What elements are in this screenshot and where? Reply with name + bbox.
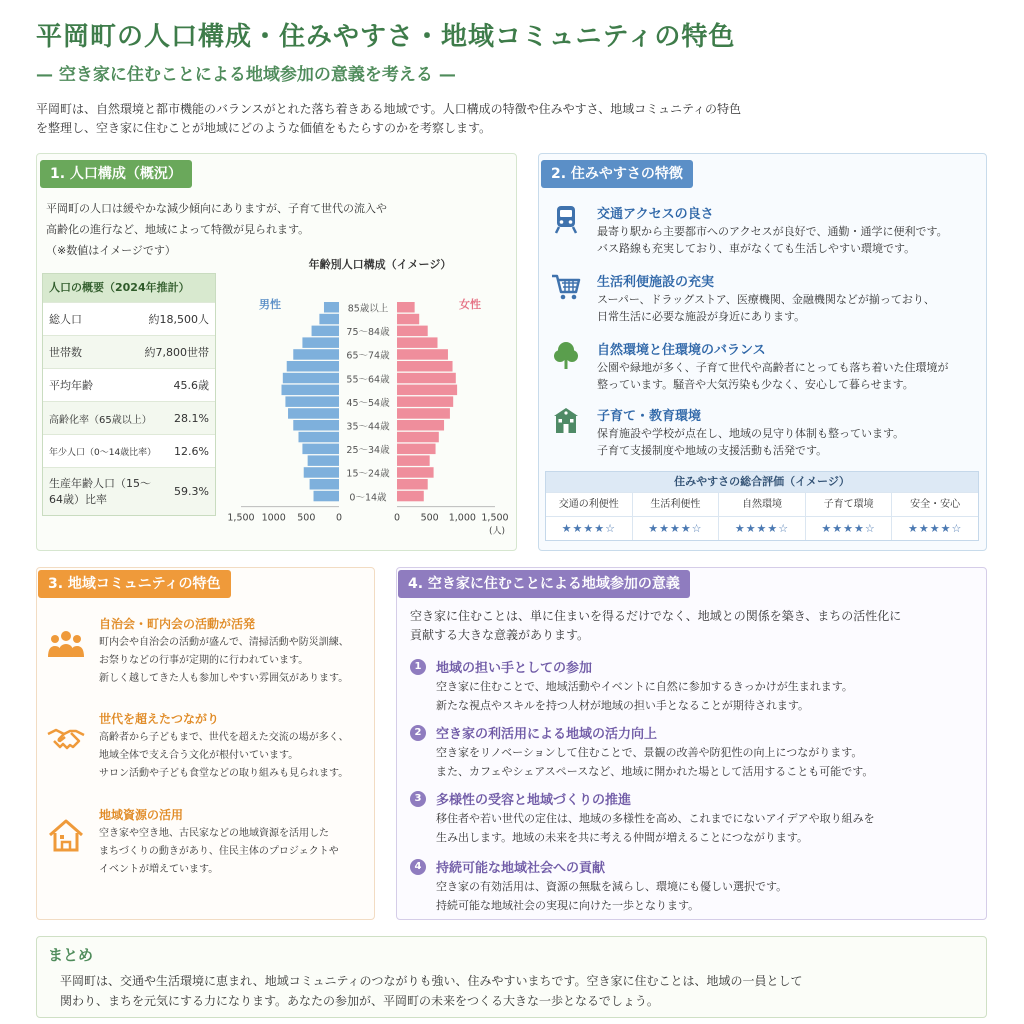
- male-bar: [319, 314, 339, 325]
- x-tick-label: 0: [335, 512, 343, 524]
- population-summary-table: [42, 273, 216, 516]
- community-title: 自治会・町内会の活動が活発: [99, 617, 256, 631]
- rating-category: 自然環境: [718, 492, 805, 516]
- male-bar: [293, 420, 339, 431]
- rating-stars-row: [546, 516, 978, 540]
- row-value: 59.3%: [174, 484, 209, 498]
- significance-item: [410, 657, 970, 719]
- male-bar: [288, 408, 339, 419]
- female-bar: [397, 337, 438, 348]
- legend-female: 女性: [459, 298, 481, 311]
- livability-title: 交通アクセスの良さ: [597, 207, 714, 222]
- livability-title: 生活利便施設の充実: [597, 275, 715, 290]
- description-line: 空き家に住むことで、地域活動やイベントに自然に参加するきっかけが生まれます。: [436, 680, 853, 693]
- male-bar: [312, 326, 339, 337]
- livability-description: [597, 359, 977, 393]
- chart-title: 年齢別人口構成（イメージ）: [308, 258, 452, 271]
- description-line: 新しく越してきた人も参加しやすい雰囲気があります。: [99, 673, 349, 684]
- star-rating: ★★★★☆: [891, 516, 978, 540]
- star-rating: ★★★★☆: [632, 516, 719, 540]
- section-heading-community: 3. 地域コミュニティの特色: [38, 570, 231, 598]
- age-group-label: 15〜24歳: [346, 468, 390, 480]
- description-line: 整っています。騒音や大気汚染も少なく、安心して暮らせます。: [597, 378, 914, 391]
- description-line: イベントが増えています。: [99, 864, 219, 875]
- female-bar: [397, 408, 450, 419]
- livability-description: [597, 223, 977, 257]
- female-bar: [397, 455, 430, 466]
- table-row: [43, 434, 215, 467]
- rating-category: 交通の利便性: [546, 492, 632, 516]
- female-bar: [397, 479, 428, 490]
- table-row: [43, 401, 215, 434]
- description-line: 子育て支援制度や地域の支援活動も活発です。: [597, 444, 828, 457]
- table-row: [43, 368, 215, 401]
- item-number-badge: 2: [410, 725, 426, 741]
- section-heading-significance: 4. 空き家に住むことによる地域参加の意義: [398, 570, 690, 598]
- school-icon: [550, 405, 582, 437]
- age-group-label: 75〜84歳: [346, 327, 390, 339]
- intro-line: 貢献する大きな意義があります。: [410, 628, 590, 642]
- table-row: [43, 467, 215, 515]
- description-line: 移住者や若い世代の定住は、地域の多様性を高め、これまでにないアイデアや取り組みを: [436, 812, 875, 825]
- female-bar: [397, 396, 453, 407]
- description-line: 高齢者から子どもまで、世代を超えた交流の場が多く、: [99, 732, 349, 743]
- x-tick-label: 500: [420, 512, 439, 524]
- x-tick-label: 0: [393, 512, 401, 524]
- male-bar: [283, 373, 339, 384]
- row-value: 約7,800世帯: [144, 346, 209, 359]
- row-value: 12.6%: [174, 444, 209, 458]
- livability-title: 子育て・教育環境: [597, 409, 702, 424]
- unit-label: (人): [488, 526, 506, 537]
- rating-title: 住みやすさの総合評価（イメージ）: [546, 472, 978, 492]
- significance-description: [436, 809, 966, 847]
- tree-icon: [550, 339, 582, 371]
- age-group-label: 85歳以上: [347, 303, 389, 315]
- description-line: 高齢化の進行など、地域によって特徴が見られます。: [46, 223, 310, 236]
- age-group-label: 65〜74歳: [346, 350, 390, 362]
- intro-line: を整理し、空き家に住むことが地域にどのような価値をもたらすのかを考察します。: [36, 121, 492, 135]
- significance-description: [436, 877, 966, 915]
- female-bar: [397, 467, 434, 478]
- row-value: 45.6歳: [173, 379, 209, 392]
- age-group-label: 45〜54歳: [346, 397, 390, 409]
- livability-item: [550, 339, 980, 399]
- significance-title: 持続可能な地域社会への貢献: [436, 861, 606, 876]
- description-line: 日常生活に必要な施設が身近にあります。: [597, 310, 806, 323]
- row-value: 28.1%: [174, 411, 209, 425]
- significance-title: 地域の担い手としての参加: [436, 661, 593, 676]
- rating-category-row: [546, 492, 978, 516]
- community-title: 世代を超えたつながり: [99, 712, 220, 726]
- significance-title: 空き家の利活用による地域の活力向上: [436, 727, 658, 742]
- significance-description: [436, 677, 966, 715]
- livability-item: [550, 203, 980, 263]
- male-bar: [304, 467, 339, 478]
- community-item: [44, 710, 369, 790]
- livability-rating-table: [545, 471, 979, 541]
- intro-line: 平岡町は、自然環境と都市機能のバランスがとれた落ち着きある地域です。人口構成の特徴や住みやすさ、地域コミュニティの特色: [36, 102, 742, 116]
- row-label: 年少人口（0〜14歳比率）: [49, 447, 157, 458]
- description-line: まちづくりの動きがあり、住民主体のプロジェクトや: [99, 846, 339, 857]
- star-rating: ★★★★☆: [805, 516, 892, 540]
- rating-category: 安全・安心: [891, 492, 978, 516]
- female-bar: [397, 385, 457, 396]
- community-title: 地域資源の活用: [99, 808, 184, 822]
- rating-category: 子育て環境: [805, 492, 892, 516]
- summary-line: 平岡町は、交通や生活環境に恵まれ、地域コミュニティのつながりも強い、住みやすいまちです。空き家に住むことは、地域の一員として: [60, 974, 803, 988]
- handshake-icon: [46, 720, 86, 760]
- item-number-badge: 3: [410, 791, 426, 807]
- population-description: [46, 198, 446, 261]
- description-line: 生み出します。地域の未来を共に考える仲間が増えることにつながります。: [436, 831, 809, 844]
- age-group-label: 25〜34歳: [346, 445, 390, 457]
- description-line: サロン活動や子ども食堂などの取り組みも見られます。: [99, 768, 349, 779]
- star-rating: ★★★★☆: [718, 516, 805, 540]
- summary-text: [60, 971, 960, 1011]
- female-bar: [397, 302, 415, 313]
- description-line: 空き家や空き地、古民家などの地域資源を活用した: [99, 828, 329, 839]
- description-line: 持続可能な地域社会の実現に向けた一歩となります。: [436, 899, 700, 912]
- section-heading-population: 1. 人口構成（概況）: [40, 160, 192, 188]
- train-icon: [550, 203, 582, 235]
- row-label: 生産年齢人口（15〜64歳）比率: [49, 476, 151, 506]
- description-line: 空き家の有効活用は、資源の無駄を減らし、環境にも優しい選択です。: [436, 880, 788, 893]
- description-line: 最寄り駅から主要都市へのアクセスが良好で、通勤・通学に便利です。: [597, 225, 948, 238]
- description-line: バス路線も充実しており、車がなくても生活しやすい環境です。: [597, 242, 916, 255]
- house-icon: [46, 816, 86, 856]
- item-number-badge: 1: [410, 659, 426, 675]
- x-tick-label: 1,500: [227, 512, 255, 524]
- page-subtitle: — 空き家に住むことによる地域参加の意義を考える —: [36, 65, 456, 85]
- people-group-icon: [46, 625, 86, 665]
- row-label: 平均年齢: [49, 379, 93, 392]
- rating-category: 生活利便性: [632, 492, 719, 516]
- livability-description: [597, 425, 977, 459]
- description-line: スーパー、ドラッグストア、医療機関、金融機関などが揃っており、: [597, 293, 935, 306]
- female-bar: [397, 361, 453, 372]
- item-number-badge: 4: [410, 859, 426, 875]
- female-bar: [397, 444, 436, 455]
- male-bar: [287, 361, 339, 372]
- male-bar: [314, 491, 339, 502]
- description-line: また、カフェやシェアスペースなど、地域に開かれた場として活用することも可能です。: [436, 765, 874, 778]
- star-rating: ★★★★☆: [546, 516, 632, 540]
- male-bar: [298, 432, 339, 443]
- significance-item: [410, 723, 970, 785]
- row-value: 約18,500人: [148, 313, 209, 326]
- description-line: 保育施設や学校が点在し、地域の見守り体制も整っています。: [597, 427, 905, 440]
- community-item: [44, 806, 369, 886]
- shopping-cart-icon: [550, 271, 582, 303]
- x-tick-label: 1,000: [448, 512, 476, 524]
- community-description: [99, 634, 369, 688]
- female-bar: [397, 373, 456, 384]
- female-bar: [397, 491, 424, 502]
- age-group-label: 0〜14歳: [349, 492, 387, 504]
- female-bar: [397, 349, 448, 360]
- livability-item: [550, 405, 980, 465]
- description-line: 新たな視点やスキルを持つ人材が地域の担い手となることが期待されます。: [436, 699, 810, 712]
- table-row: [43, 302, 215, 335]
- table-row: [43, 335, 215, 368]
- community-description: [99, 729, 369, 783]
- livability-title: 自然環境と住環境のバランス: [597, 343, 766, 358]
- male-bar: [310, 479, 339, 490]
- intro-line: 空き家に住むことは、単に住まいを得るだけでなく、地域との関係を築き、まちの活性化に: [410, 609, 902, 623]
- male-bar: [302, 337, 339, 348]
- row-label: 世帯数: [49, 346, 82, 359]
- female-bar: [397, 420, 444, 431]
- significance-description: [436, 743, 966, 781]
- male-bar: [302, 444, 339, 455]
- community-item: [44, 615, 369, 695]
- description-line: 平岡町の人口は緩やかな減少傾向にありますが、子育て世代の流入や: [46, 202, 387, 215]
- significance-title: 多様性の受容と地域づくりの推進: [436, 793, 632, 808]
- data-note: （※数値はイメージです）: [46, 244, 176, 257]
- female-bar: [397, 326, 428, 337]
- description-line: 空き家をリノベーションして住むことで、景観の改善や防犯性の向上につながります。: [436, 746, 863, 759]
- significance-item: [410, 789, 970, 851]
- summary-line: 関わり、まちを元気にする力になります。あなたの参加が、平岡町の未来をつくる大きな一歩となるでしょう。: [60, 994, 659, 1008]
- community-description: [99, 825, 369, 879]
- intro-text: [36, 100, 826, 138]
- x-tick-label: 1,500: [481, 512, 509, 524]
- description-line: 町内会や自治会の活動が盛んで、清掃活動や防災訓練、: [99, 637, 349, 648]
- male-bar: [282, 385, 339, 396]
- description-line: 地域全体で支え合う文化が根付いています。: [99, 750, 299, 761]
- significance-intro: [410, 607, 970, 645]
- row-label: 高齢化率（65歳以上）: [49, 414, 152, 426]
- age-group-label: 35〜44歳: [346, 421, 390, 433]
- description-line: 公園や緑地が多く、子育て世代や高齢者にとっても落ち着いた住環境が: [597, 361, 949, 374]
- female-bar: [397, 432, 439, 443]
- male-bar: [308, 455, 339, 466]
- row-label: 総人口: [49, 313, 82, 326]
- population-pyramid-chart: [222, 270, 512, 540]
- male-bar: [285, 396, 339, 407]
- male-bar: [293, 349, 339, 360]
- livability-item: [550, 271, 980, 331]
- summary-heading: まとめ: [48, 946, 94, 964]
- male-bar: [324, 302, 339, 313]
- female-bar: [397, 314, 419, 325]
- section-heading-livability: 2. 住みやすさの特徴: [541, 160, 693, 188]
- age-group-label: 55〜64歳: [346, 374, 390, 386]
- significance-item: [410, 857, 970, 919]
- description-line: お祭りなどの行事が定期的に行われています。: [99, 655, 309, 666]
- page-title: 平岡町の人口構成・住みやすさ・地域コミュニティの特色: [36, 22, 736, 52]
- x-tick-label: 1000: [261, 512, 286, 524]
- table-title: 人口の概要（2024年推計）: [43, 274, 215, 302]
- x-tick-label: 500: [297, 512, 316, 524]
- livability-description: [597, 291, 977, 325]
- legend-male: 男性: [259, 298, 281, 311]
